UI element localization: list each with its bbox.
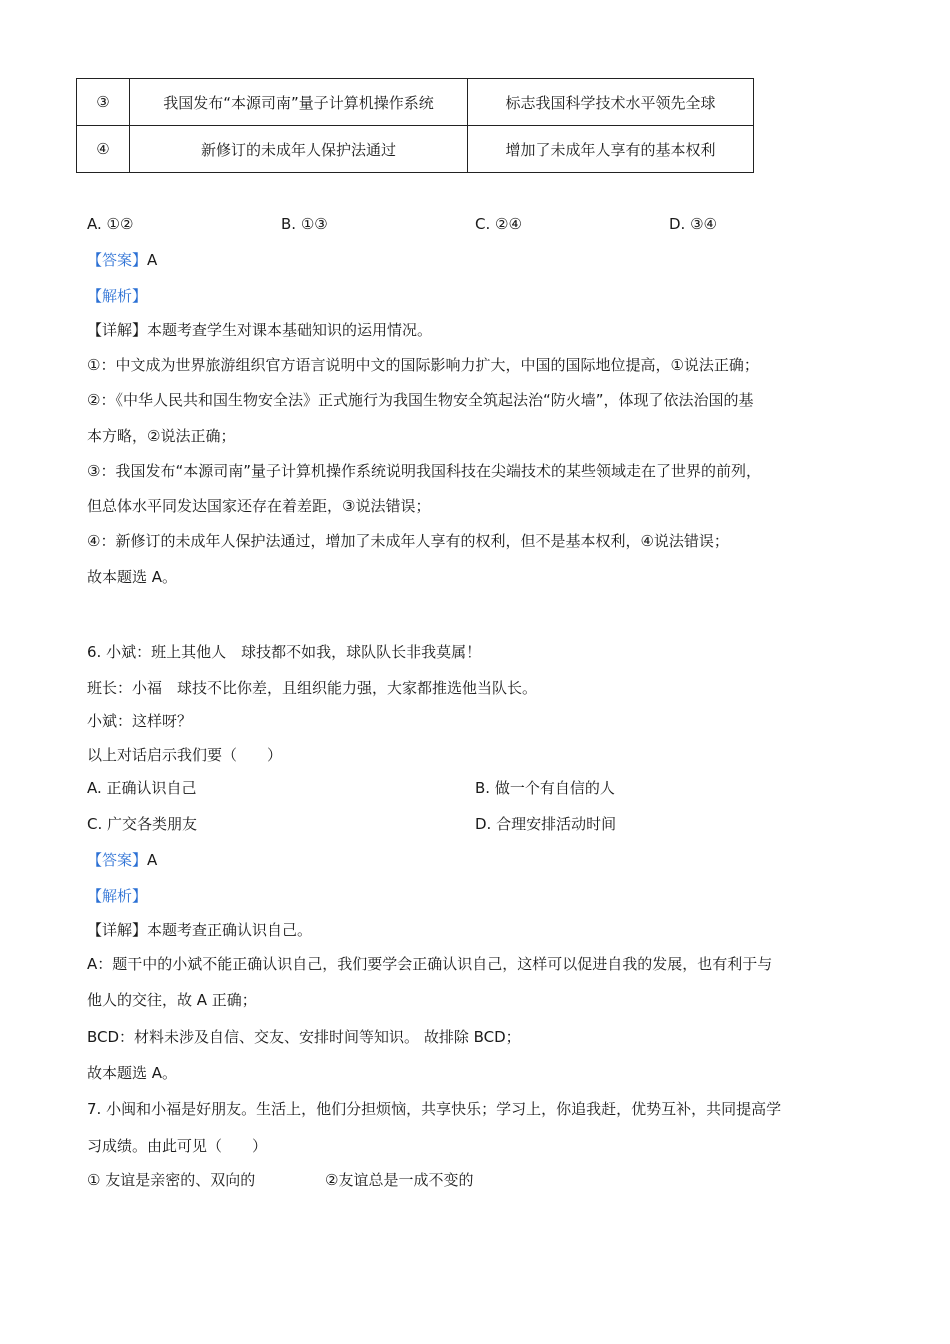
q6-line-3: BCD：材料未涉及自信、交友、安排时间等知识。 故排除 BCD； — [87, 1028, 521, 1046]
row-meaning: 增加了未成年人享有的基本权利 — [468, 126, 754, 173]
answer-tag: 【答案】 — [87, 251, 148, 269]
q5-line-6: ④：新修订的未成年人保护法通过，增加了未成年人享有的权利，但不是基本权利，④说法错误； — [87, 532, 729, 550]
q7-stem-2: 习成绩。由此可见（ ） — [87, 1137, 268, 1155]
q5-line-7: 故本题选 A。 — [87, 568, 178, 586]
q5-choice-a: A. ①② — [87, 215, 134, 233]
q5-detail: 【详解】本题考查学生对课本基础知识的运用情况。 — [87, 321, 433, 339]
q5-line-5: 但总体水平同发达国家还存在着差距，③说法错误； — [87, 497, 431, 515]
q5-analysis-tag: 【解析】 — [87, 287, 148, 305]
q7-option-1: ① 友谊是亲密的、双向的 — [87, 1171, 256, 1189]
q5-line-4: ③：我国发布“本源司南”量子计算机操作系统说明我国科技在尖端技术的某些领域走在了世界的前列， — [87, 462, 761, 480]
q7-stem-1: 7. 小闽和小福是好朋友。生活上，他们分担烦恼，共享快乐；学习上，你追我赶，优势互补，共同提高学 — [87, 1100, 782, 1118]
q6-answer — [87, 850, 157, 870]
q5-answer — [87, 250, 157, 270]
row-meaning: 标志我国科学技术水平领先全球 — [468, 79, 754, 126]
answer-value: A — [147, 851, 158, 869]
q5-choice-d: D. ③④ — [669, 215, 717, 233]
q6-line-1: A：题干中的小斌不能正确认识自己，我们要学会正确认识自己，这样可以促进自我的发展，也有利于与 — [87, 955, 773, 973]
row-number: ④ — [77, 126, 130, 173]
row-event: 新修订的未成年人保护法通过 — [130, 126, 468, 173]
q5-choice-c: C. ②④ — [475, 215, 522, 233]
q7-option-2: ②友谊总是一成不变的 — [325, 1171, 474, 1189]
q6-choice-c: C. 广交各类朋友 — [87, 815, 198, 833]
q5-line-1: ①：中文成为世界旅游组织官方语言说明中文的国际影响力扩大，中国的国际地位提高，①说法正确； — [87, 356, 759, 374]
q6-line-4: 故本题选 A。 — [87, 1064, 178, 1082]
row-event: 我国发布“本源司南”量子计算机操作系统 — [130, 79, 468, 126]
q6-detail: 【详解】本题考查正确认识自己。 — [87, 921, 313, 939]
q6-stem-2: 班长：小福 球技不比你差，且组织能力强，大家都推选他当队长。 — [87, 679, 538, 697]
q6-stem-1: 6. 小斌：班上其他人 球技都不如我，球队队长非我莫属！ — [87, 643, 482, 661]
q6-choice-d: D. 合理安排活动时间 — [475, 815, 617, 833]
q6-stem-3: 小斌：这样呀？ — [87, 712, 193, 730]
q6-choice-a: A. 正确认识自己 — [87, 779, 197, 797]
q6-analysis-tag: 【解析】 — [87, 887, 148, 905]
table-row — [77, 79, 754, 126]
q5-line-2: ②：《中华人民共和国生物安全法》正式施行为我国生物安全筑起法治“防火墙”，体现了依法治国的基 — [87, 391, 754, 409]
q5-line-3: 本方略，②说法正确； — [87, 427, 236, 445]
q6-stem-4: 以上对话启示我们要（ ） — [87, 746, 283, 764]
q5-choice-b: B. ①③ — [281, 215, 328, 233]
answer-tag: 【答案】 — [87, 851, 148, 869]
q6-choice-b: B. 做一个有自信的人 — [475, 779, 615, 797]
table-row — [77, 126, 754, 173]
row-number: ③ — [77, 79, 130, 126]
q6-line-2: 他人的交往，故 A 正确； — [87, 991, 257, 1009]
answer-value: A — [147, 251, 158, 269]
options-table — [76, 78, 754, 173]
